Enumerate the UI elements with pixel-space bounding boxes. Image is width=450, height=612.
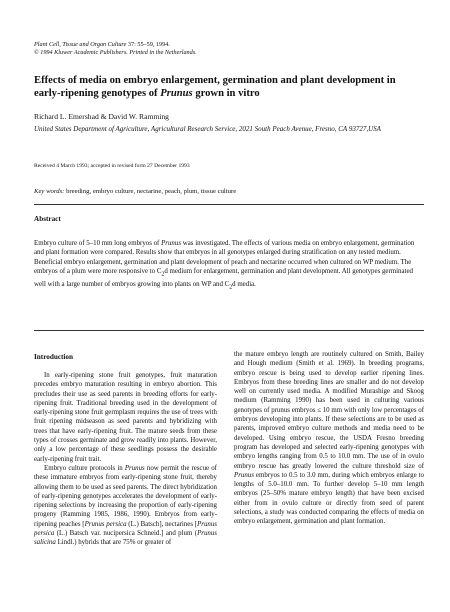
divider-bottom <box>34 330 424 331</box>
intro-paragraph-continued: the mature embryo length are routinely cultured on Smith, Bailey and Hough medium (Smith et al. 1969). In breeding programs, embryo rescue is being used to develop earlier ripening lines. Embryos from these breeding lines are smaller and do not develop well on currently used media. A modified Murashige and Skoog medium (Ramming 1990) has been used in culturing various genotypes of prunus embryos ≤ 10 mm with only low percentages of embryos developing into plants. If these selections are to be used as parents, improved embryo culture methods and media need to be developed. Using embryo rescue, the USDA Fresno breeding program has developed and selected early-ripening genotypes with embryo lengths ranging from 0.5 to 10.0 mm. The use of in ovulo embryo rescue has greatly lowered the culture threshold size of Prunus embryos to 0.5 to 3.0 mm, during which embryos enlarge to lengths of 5.0–10.0 mm. To further develop 5–10 mm length embryos (25–50% mature embryo length) that have been excised either from in ovulo culture or directly from seed of parent selections, a study was conducted comparing the effects of media on embryo enlargement, germination and plant formation. <box>234 351 424 526</box>
article-title: Effects of media on embryo enlargement, germination and plant development in early-ripening genotypes of Prunus grown in vitro <box>34 75 396 99</box>
journal-header <box>34 41 197 57</box>
authors: Richard L. Emershad & David W. Ramming <box>34 112 169 121</box>
keywords <box>34 188 236 196</box>
right-column <box>234 350 424 527</box>
divider-top <box>34 204 424 205</box>
received-dates: Received 4 March 1993; accepted in revised form 27 December 1993 <box>34 163 190 169</box>
abstract-heading: Abstract <box>34 215 61 223</box>
abstract-text: Embryo culture of 5–10 mm long embryos of Prunus was investigated. The effects of various media on embryo enlargement, germination and plant formation were compared. Results show that embryos in all genotypes enlarged during stratification on any tested medium. Beneficial embryo enlargement, germination and plant development of peach and nectarine occurred when cultured on WP medium. The embryos of a plum were more responsive to $C_2d$ medium for enlargement, germination and plant development. All genotypes germinated well with a large number of embryos growing into plants on WP and $C_2d$ media. <box>34 240 415 291</box>
affiliation: United States Department of Agriculture, Agricultural Research Service, 2021 South Peach Avenue, Fresno, CA 93727,USA <box>34 125 381 133</box>
left-column <box>34 371 217 548</box>
keywords-label: Key words: <box>34 188 65 195</box>
copyright-line: © 1994 Kluwer Academic Publishers. Printed in the Netherlands. <box>34 49 197 56</box>
intro-paragraph-2: Embryo culture protocols in Prunus now permit the rescue of these immature embryos from early-ripening stone fruit, thereby allowing them to be used as seed parents. The direct hybridization of early-ripening genotypes accelerates the development of early-ripening selections by increasing the proportion of early-ripening progeny (Ramming 1985, 1986, 1990). Embryos from early-ripening peaches [Prunus persica (L.) Batsch], nectarines [Prunus persica (L.) Batsch var. nucipersica Schneid.] and plum (Prunus salicina Lindl.) hybrids that are 75% or greater of <box>34 464 217 547</box>
journal-name: Plant Cell, Tissue and Organ Culture <box>34 41 127 48</box>
keywords-list: breeding, embryo culture, nectarine, peach, plum, tissue culture <box>66 188 237 195</box>
journal-volume: 37: 55–59, 1994. <box>127 41 170 48</box>
journal-citation <box>34 41 197 49</box>
intro-paragraph-1: In early-ripening stone fruit genotypes, fruit maturation precedes embryo maturation resulting in embryo abortion. This precludes their use as seed parents in breeding efforts for early-ripening fruit. Traditional breeding used in the development of early-ripening stone fruit germplasm requires the use of trees with fruit ripening midseason as seed parents and hybridizing with trees that have early-ripening fruit. The mature seeds from these types of crosses germinate and grow readily into plants. However, only a low percentage of these seedlings possess the desirable early-ripening fruit trait. <box>34 372 217 463</box>
introduction-heading: Introduction <box>34 353 74 361</box>
